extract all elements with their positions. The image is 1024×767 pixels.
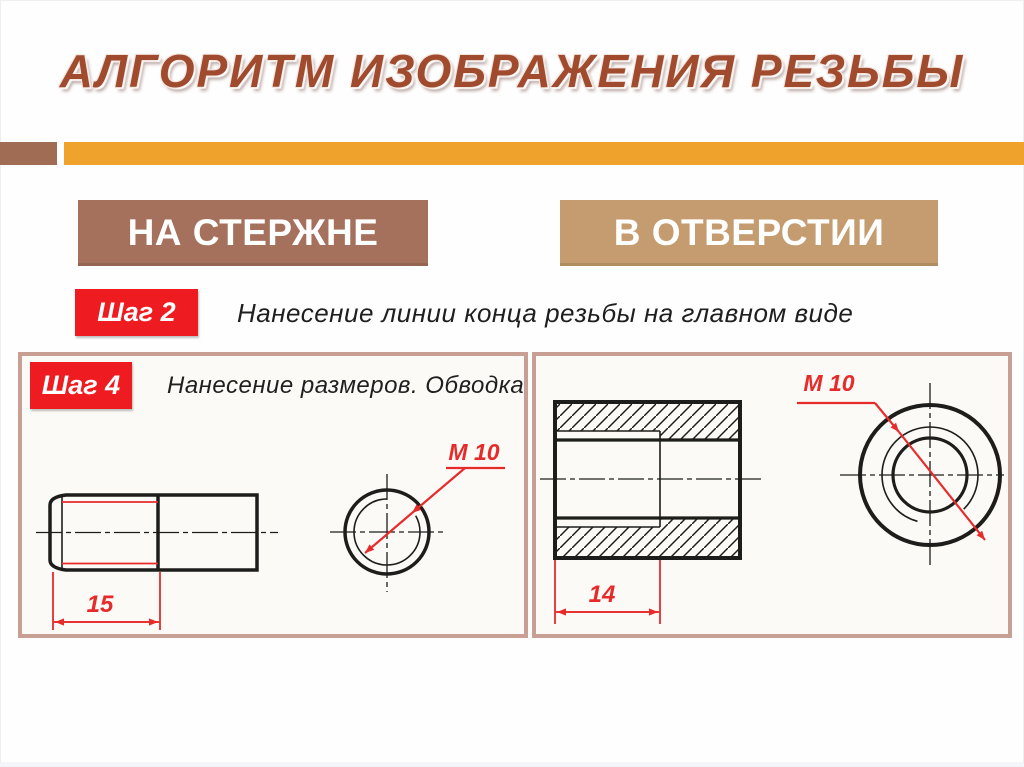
- step2-caption: Нанесение линии конца резьбы на главном виде: [237, 298, 854, 328]
- rod-thread-callout: [365, 439, 505, 553]
- button-on-rod[interactable]: НА СТЕРЖНЕ: [78, 200, 428, 266]
- step4-caption: Нанесение размеров. Обводка: [167, 372, 525, 399]
- page-title: АЛГОРИТМ ИЗОБРАЖЕНИЯ РЕЗЬБЫ: [59, 45, 965, 97]
- hole-length-label: 14: [588, 581, 616, 608]
- rod-thread-label: M 10: [448, 439, 500, 465]
- hole-section-view: [540, 402, 764, 558]
- hatch-top: [555, 402, 740, 440]
- hole-thread-label: M 10: [803, 370, 855, 396]
- rod-length-label: 15: [86, 591, 114, 618]
- step4-badge: Шаг 4: [30, 362, 132, 409]
- footer-strip: [0, 762, 1024, 767]
- step2-badge: Шаг 2: [75, 289, 198, 336]
- rod-side-view: [36, 495, 278, 570]
- panel-rod-drawing: [18, 352, 528, 638]
- accent-square: [0, 142, 57, 165]
- hole-end-view: [840, 383, 1004, 569]
- hole-thread-callout: [797, 370, 985, 540]
- hatch-bottom: [555, 518, 740, 558]
- accent-bar: [64, 142, 1024, 165]
- button-in-hole[interactable]: В ОТВЕРСТИИ: [560, 200, 938, 266]
- panel-hole-drawing: [532, 352, 1012, 638]
- hole-drawing: [536, 356, 1008, 634]
- rod-drawing: [22, 356, 524, 634]
